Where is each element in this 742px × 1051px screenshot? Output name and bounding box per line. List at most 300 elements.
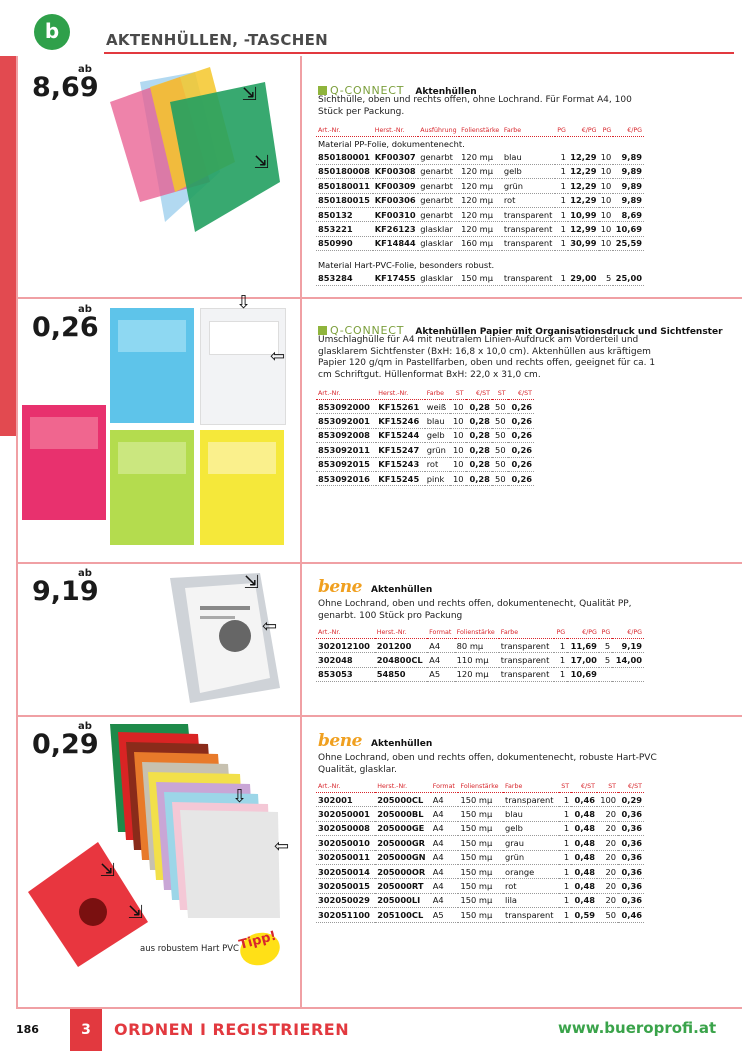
table-cell: 160 mµ xyxy=(459,236,502,250)
price-prefix: ab xyxy=(78,304,92,315)
table-cell: KF00309 xyxy=(373,179,419,193)
table-row xyxy=(316,150,644,164)
column-header: ST xyxy=(492,388,508,400)
table-cell: KF15246 xyxy=(376,414,424,428)
table-cell: 0,28 xyxy=(466,414,492,428)
table-row xyxy=(316,443,534,457)
table-cell: gelb xyxy=(425,428,450,442)
column-header: PG xyxy=(555,125,568,137)
table-cell: 150 mµ xyxy=(458,821,503,835)
table-cell: 1 xyxy=(559,850,572,864)
table-cell: 10 xyxy=(450,471,466,485)
table-cell: pink xyxy=(425,471,450,485)
table-cell: 0,28 xyxy=(466,457,492,471)
table-cell: 205000OR xyxy=(375,864,430,878)
column-header: Farbe xyxy=(503,781,559,793)
table-cell xyxy=(612,667,644,681)
table-cell: 1 xyxy=(555,193,568,207)
table-cell: 150 mµ xyxy=(458,850,503,864)
column-header: €/PG xyxy=(612,627,644,639)
table-cell: grün xyxy=(502,179,555,193)
product-description: Ohne Lochrand, oben und rechts offen, dokumentenecht, robuste Hart-PVC Qualität, glasklar. xyxy=(318,753,657,775)
header-rule xyxy=(104,52,734,54)
table-cell: 0,48 xyxy=(571,821,597,835)
column-header: ST xyxy=(559,781,572,793)
table-cell: 0,36 xyxy=(618,850,644,864)
table-cell: 50 xyxy=(597,908,618,922)
page-number: 186 xyxy=(16,1023,39,1036)
table-cell: KF15247 xyxy=(376,443,424,457)
table-cell: A4 xyxy=(431,836,459,850)
table-cell: 201200 xyxy=(375,639,427,653)
table-cell: 302050008 xyxy=(316,821,375,835)
column-header: Folienstärke xyxy=(459,125,502,137)
table-cell: 302050029 xyxy=(316,893,375,907)
table-cell: 302050001 xyxy=(316,807,375,821)
table-cell: orange xyxy=(503,864,559,878)
product-image-clear-sleeve xyxy=(150,568,290,708)
table-row xyxy=(316,793,644,807)
folder-green-image xyxy=(110,430,194,545)
table-cell: 9,89 xyxy=(613,164,644,178)
column-header: PG xyxy=(554,627,567,639)
table-cell: 5 xyxy=(599,653,612,667)
hollow-arrow-icon: ⇲ xyxy=(128,902,144,923)
table-cell: 50 xyxy=(492,428,508,442)
table-cell: 150 mµ xyxy=(459,272,502,286)
table-cell: 20 xyxy=(597,879,618,893)
product-title: Aktenhüllen Papier mit Organisationsdruck und Sichtfenster xyxy=(415,327,723,337)
table-cell: 1 xyxy=(559,893,572,907)
table-row xyxy=(316,821,644,835)
table-cell: 120 mµ xyxy=(459,207,502,221)
column-header: Herst.-Nr. xyxy=(375,781,430,793)
table-row xyxy=(316,179,644,193)
price-prefix: ab xyxy=(78,721,92,732)
column-header: Art.-Nr. xyxy=(316,627,375,639)
table-cell: 20 xyxy=(597,807,618,821)
table-row xyxy=(316,207,644,221)
table-cell: gelb xyxy=(503,821,559,835)
tipp-badge: Tipp! xyxy=(237,928,284,969)
table-row xyxy=(316,236,644,250)
table-cell: 150 mµ xyxy=(458,879,503,893)
column-header: €/PG xyxy=(568,125,599,137)
table-cell: 120 mµ xyxy=(459,164,502,178)
chapter-title: ORDNEN I REGISTRIEREN xyxy=(114,1020,350,1039)
column-header: €/ST xyxy=(618,781,644,793)
column-header: PG xyxy=(599,627,612,639)
table-cell: KF15261 xyxy=(376,400,424,414)
table-row xyxy=(316,879,644,893)
table-row xyxy=(316,639,644,653)
table-cell: 302050014 xyxy=(316,864,375,878)
table-cell: 14,00 xyxy=(612,653,644,667)
table-cell: 50 xyxy=(492,471,508,485)
table-cell: 0,28 xyxy=(466,400,492,414)
column-header: €/ST xyxy=(571,781,597,793)
hollow-arrow-icon: ⇲ xyxy=(100,860,116,881)
table-cell: 12,29 xyxy=(568,164,599,178)
footer-rule xyxy=(16,1007,742,1009)
table-cell: 12,29 xyxy=(568,179,599,193)
table-cell: 204800CL xyxy=(375,653,427,667)
table-cell: A4 xyxy=(431,893,459,907)
table-cell: 9,89 xyxy=(613,150,644,164)
column-header: Ausführung xyxy=(418,125,459,137)
table-cell: 10,99 xyxy=(568,207,599,221)
table-row xyxy=(316,908,644,922)
table-row xyxy=(316,836,644,850)
table-cell: 9,89 xyxy=(613,193,644,207)
table-cell: A4 xyxy=(427,639,454,653)
column-header: Herst.-Nr. xyxy=(375,627,427,639)
hollow-arrow-icon: ⇦ xyxy=(270,346,286,367)
table-cell: 850180008 xyxy=(316,164,373,178)
table-cell: gelb xyxy=(502,164,555,178)
table-cell: genarbt xyxy=(418,193,459,207)
table-cell: KF15243 xyxy=(376,457,424,471)
table-row xyxy=(316,653,644,667)
table-cell: transparent xyxy=(499,639,554,653)
table-cell: 0,26 xyxy=(508,428,534,442)
table-cell: A5 xyxy=(427,667,454,681)
table-cell: A4 xyxy=(431,879,459,893)
table-cell: genarbt xyxy=(418,164,459,178)
table-cell: KF00306 xyxy=(373,193,419,207)
table-cell: lila xyxy=(503,893,559,907)
column-header: Folienstärke xyxy=(458,781,503,793)
table-cell: 0,36 xyxy=(618,836,644,850)
brand-logo-bene: bene xyxy=(318,731,362,751)
table-row xyxy=(316,471,534,485)
column-divider xyxy=(300,56,302,1008)
table-cell: 1 xyxy=(559,879,572,893)
table-cell: 12,29 xyxy=(568,193,599,207)
hollow-arrow-icon: ⇦ xyxy=(274,836,290,857)
table-cell: 205000RT xyxy=(375,879,430,893)
table-cell: KF17455 xyxy=(373,272,419,286)
table-cell: 0,46 xyxy=(571,793,597,807)
table-cell: 302012100 xyxy=(316,639,375,653)
table-cell: A5 xyxy=(431,908,459,922)
table-row xyxy=(316,864,644,878)
column-header: Herst.-Nr. xyxy=(376,388,424,400)
table-cell: 205000GN xyxy=(375,850,430,864)
price: 9,19 xyxy=(32,576,99,607)
column-header: Farbe xyxy=(425,388,450,400)
table-cell: 20 xyxy=(597,836,618,850)
table-cell: 1 xyxy=(559,836,572,850)
table-cell: 10 xyxy=(450,457,466,471)
table-row xyxy=(316,457,534,471)
category-badge: b xyxy=(34,14,70,50)
table-cell: A4 xyxy=(427,653,454,667)
table-cell: 850180011 xyxy=(316,179,373,193)
column-header: €/ST xyxy=(508,388,534,400)
section-separator xyxy=(16,562,742,564)
table-cell: 0,36 xyxy=(618,821,644,835)
table-cell: 17,00 xyxy=(567,653,599,667)
table-cell: 0,26 xyxy=(508,400,534,414)
price-prefix: ab xyxy=(78,64,92,75)
table-cell: 205000LI xyxy=(375,893,430,907)
table-cell: 1 xyxy=(554,639,567,653)
product-table xyxy=(316,125,644,286)
table-cell: A4 xyxy=(431,793,459,807)
table-cell: 302050015 xyxy=(316,879,375,893)
table-cell: 1 xyxy=(555,207,568,221)
product-heading xyxy=(318,731,432,751)
table-cell: 10 xyxy=(450,400,466,414)
table-cell: blau xyxy=(425,414,450,428)
table-cell: 120 mµ xyxy=(455,667,499,681)
table-cell: 100 xyxy=(597,793,618,807)
table-cell: 10 xyxy=(599,164,614,178)
column-header: Herst.-Nr. xyxy=(373,125,419,137)
table-cell xyxy=(599,667,612,681)
table-cell: 54850 xyxy=(375,667,427,681)
table-row xyxy=(316,400,534,414)
table-cell: 0,48 xyxy=(571,807,597,821)
product-description: Umschlaghülle für A4 mit neutralem Linien-Aufdruck am Vorderteil und glasklarem Sichtfenster (BxH: 16,8 x 10,0 cm). Aktenhüllen aus kräftigem Papier 120 g/qm in Pastellfarben, oben und rechts offen, geeignet für ca. 1 cm Schriftgut. Hüllenformat BxH: 22,0 x 31,0 cm. xyxy=(318,335,656,380)
table-cell: 8,69 xyxy=(613,207,644,221)
price-prefix: ab xyxy=(78,568,92,579)
table-cell: glasklar xyxy=(418,236,459,250)
table-cell: rot xyxy=(502,193,555,207)
table-cell: 1 xyxy=(555,179,568,193)
column-header: Farbe xyxy=(502,125,555,137)
table-cell: A4 xyxy=(431,821,459,835)
image-caption: aus robustem Hart PVC xyxy=(140,944,239,954)
table-cell: transparent xyxy=(503,908,559,922)
table-cell: 302050010 xyxy=(316,836,375,850)
table-cell: 120 mµ xyxy=(459,150,502,164)
column-header: ST xyxy=(597,781,618,793)
table-row xyxy=(316,850,644,864)
product-title: Aktenhüllen xyxy=(370,739,433,749)
table-cell: 20 xyxy=(597,821,618,835)
table-cell: 20 xyxy=(597,893,618,907)
table-cell: 11,69 xyxy=(567,639,599,653)
table-cell: 0,28 xyxy=(466,443,492,457)
price: 0,26 xyxy=(32,312,99,343)
column-header: Format xyxy=(427,627,454,639)
section-separator xyxy=(16,297,742,299)
table-cell: 853092008 xyxy=(316,428,376,442)
table-cell: 12,29 xyxy=(568,150,599,164)
product-title: Aktenhüllen xyxy=(415,87,477,97)
table-cell: transparent xyxy=(503,793,559,807)
table-cell: 120 mµ xyxy=(459,222,502,236)
table-cell: 50 xyxy=(492,443,508,457)
table-cell: 0,48 xyxy=(571,836,597,850)
table-cell: 0,48 xyxy=(571,893,597,907)
table-cell: 1 xyxy=(559,793,572,807)
table-cell: 0,36 xyxy=(618,807,644,821)
table-cell: 20 xyxy=(597,864,618,878)
table-cell: 850180015 xyxy=(316,193,373,207)
table-cell: 29,00 xyxy=(568,272,599,286)
chapter-number: 3 xyxy=(70,1009,102,1051)
table-cell: 853092001 xyxy=(316,414,376,428)
table-cell: 853221 xyxy=(316,222,373,236)
table-cell: KF00308 xyxy=(373,164,419,178)
table-cell: 10 xyxy=(599,150,614,164)
table-row xyxy=(316,428,534,442)
table-cell: 205100CL xyxy=(375,908,430,922)
table-cell: 10,69 xyxy=(567,667,599,681)
table-cell: 150 mµ xyxy=(458,807,503,821)
table-cell: 10 xyxy=(599,222,614,236)
table-cell: 1 xyxy=(559,864,572,878)
product-table xyxy=(316,627,644,682)
table-cell: 0,26 xyxy=(508,443,534,457)
column-header: Folienstärke xyxy=(455,627,499,639)
column-header: Art.-Nr. xyxy=(316,781,375,793)
product-description: Sichthülle, oben und rechts offen, ohne Lochrand. Für Format A4, 100 Stück per Packung. xyxy=(318,95,632,117)
table-cell: blau xyxy=(502,150,555,164)
table-row xyxy=(316,272,644,286)
table-cell: A4 xyxy=(431,850,459,864)
table-cell: 0,26 xyxy=(508,471,534,485)
table-cell: A4 xyxy=(431,864,459,878)
table-cell: 205000CL xyxy=(375,793,430,807)
table-cell: grün xyxy=(425,443,450,457)
table-cell: 10 xyxy=(599,236,614,250)
table-cell: glasklar xyxy=(418,272,459,286)
hollow-arrow-icon: ⇲ xyxy=(242,84,258,105)
table-cell: 12,99 xyxy=(568,222,599,236)
table-row xyxy=(316,893,644,907)
table-cell: 120 mµ xyxy=(459,179,502,193)
table-cell: genarbt xyxy=(418,150,459,164)
left-color-band xyxy=(0,56,16,436)
table-cell: 850990 xyxy=(316,236,373,250)
price: 0,29 xyxy=(32,729,99,760)
product-description: Ohne Lochrand, oben und rechts offen, dokumentenecht, Qualität PP, genarbt. 100 Stück pro Packung xyxy=(318,599,632,621)
table-cell: transparent xyxy=(502,236,555,250)
table-cell: 50 xyxy=(492,400,508,414)
product-image-folders xyxy=(100,62,295,292)
table-cell: 0,48 xyxy=(571,864,597,878)
table-cell: KF14844 xyxy=(373,236,419,250)
table-cell: 150 mµ xyxy=(458,893,503,907)
page-title: AKTENHÜLLEN, -TASCHEN xyxy=(106,31,328,49)
table-row xyxy=(316,414,534,428)
hollow-arrow-icon: ⇲ xyxy=(244,572,260,593)
table-cell: weiß xyxy=(425,400,450,414)
table-row xyxy=(316,193,644,207)
table-cell: 10 xyxy=(599,193,614,207)
table-cell: 0,29 xyxy=(618,793,644,807)
table-cell: 0,36 xyxy=(618,879,644,893)
table-cell: 50 xyxy=(492,457,508,471)
table-note-row xyxy=(316,258,644,271)
table-cell: 10 xyxy=(599,207,614,221)
table-cell: KF15245 xyxy=(376,471,424,485)
table-cell: 10 xyxy=(450,428,466,442)
brand-logo-bene: bene xyxy=(318,577,362,597)
brand-logo-q-connect: Q-CONNECT xyxy=(318,84,404,97)
table-row xyxy=(316,807,644,821)
table-cell: transparent xyxy=(502,207,555,221)
table-cell: 0,36 xyxy=(618,864,644,878)
section-separator xyxy=(16,715,742,717)
table-cell: 120 mµ xyxy=(459,193,502,207)
table-cell: 20 xyxy=(597,850,618,864)
table-cell: 0,26 xyxy=(508,457,534,471)
table-cell: 0,59 xyxy=(571,908,597,922)
table-cell: 10,69 xyxy=(613,222,644,236)
table-cell: KF15244 xyxy=(376,428,424,442)
column-header: Art.-Nr. xyxy=(316,388,376,400)
table-cell: 853092015 xyxy=(316,457,376,471)
table-cell: 110 mµ xyxy=(455,653,499,667)
column-header: Farbe xyxy=(499,627,554,639)
table-cell: 850132 xyxy=(316,207,373,221)
table-row xyxy=(316,667,644,681)
table-cell: 1 xyxy=(559,908,572,922)
table-cell: 50 xyxy=(492,414,508,428)
table-header-row xyxy=(316,781,644,793)
table-cell: blau xyxy=(503,807,559,821)
table-cell: genarbt xyxy=(418,179,459,193)
table-cell: 302050011 xyxy=(316,850,375,864)
table-cell: grün xyxy=(503,850,559,864)
website-link[interactable]: www.bueroprofi.at xyxy=(558,1019,717,1037)
table-cell: 0,48 xyxy=(571,850,597,864)
product-heading xyxy=(318,577,432,597)
table-header-row xyxy=(316,627,644,639)
hollow-arrow-icon: ⇲ xyxy=(254,152,270,173)
hollow-arrow-icon: ⇩ xyxy=(236,292,252,313)
table-cell: genarbt xyxy=(418,207,459,221)
table-cell: 5 xyxy=(599,639,612,653)
table-cell: A4 xyxy=(431,807,459,821)
table-cell: 0,26 xyxy=(508,414,534,428)
table-cell: 10 xyxy=(450,414,466,428)
table-cell: 853092011 xyxy=(316,443,376,457)
table-cell: 1 xyxy=(559,807,572,821)
material-note: Material PP-Folie, dokumentenecht. xyxy=(318,138,465,149)
table-cell: KF00307 xyxy=(373,150,419,164)
column-header: ST xyxy=(450,388,466,400)
table-cell: 150 mµ xyxy=(458,864,503,878)
table-cell: rot xyxy=(503,879,559,893)
table-cell: transparent xyxy=(499,667,554,681)
table-cell: 1 xyxy=(555,236,568,250)
q-connect-square-icon xyxy=(318,86,327,95)
table-cell: 1 xyxy=(559,821,572,835)
product-table xyxy=(316,781,644,923)
table-cell: 1 xyxy=(555,222,568,236)
table-cell: transparent xyxy=(502,272,555,286)
table-cell: 853092016 xyxy=(316,471,376,485)
column-header: €/ST xyxy=(466,388,492,400)
table-cell: 205000GE xyxy=(375,821,430,835)
table-cell: grau xyxy=(503,836,559,850)
table-cell: 1 xyxy=(555,150,568,164)
folder-pink-image xyxy=(22,405,106,520)
table-row xyxy=(316,164,644,178)
table-cell: 302001 xyxy=(316,793,375,807)
table-cell: KF26123 xyxy=(373,222,419,236)
column-header: €/PG xyxy=(567,627,599,639)
table-cell: 0,36 xyxy=(618,893,644,907)
table-cell: 9,89 xyxy=(613,179,644,193)
table-cell: 10 xyxy=(450,443,466,457)
